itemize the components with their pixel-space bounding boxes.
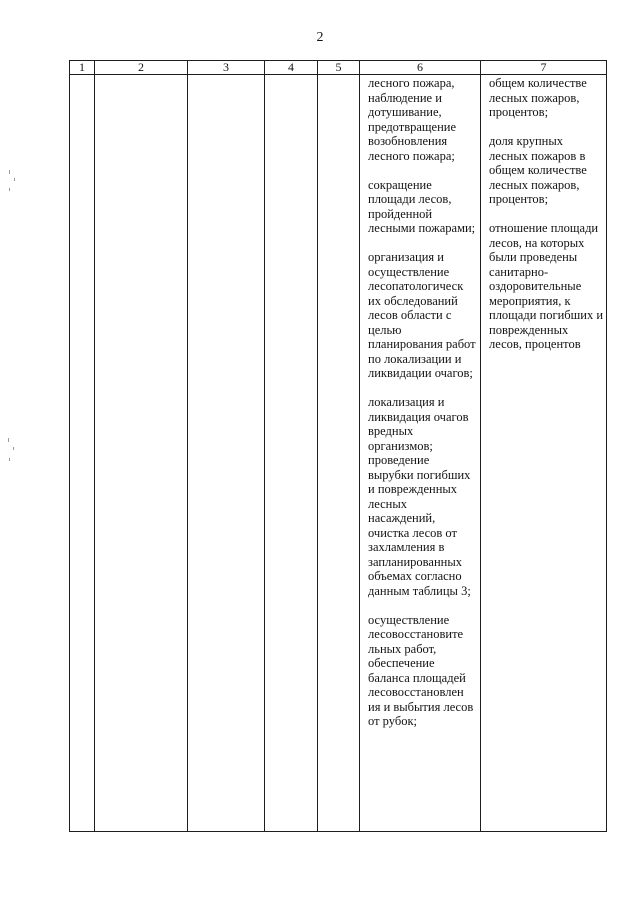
measures-text: лесного пожара, наблюдение и дотушивание, предотвращение возобновления лесного пожара; сокращение площади лесов, пройденной лесными пожарами; организация и осуществление лесопатологическ их обследований лесов области с целью планирования работ по локализации и ликвидации очагов; локализация и ликвидация очагов вредных организмов; проведение вырубки погибших и поврежденных лесных насаждений, очистка лесов от захламления в запланированных объемах согласно данным таблицы 3; осуществление лесовосстановите льных работ, обеспечение баланса площадей лесовосстановлен ия и выбытия лесов от рубок; bbox=[368, 76, 476, 728]
document-table bbox=[69, 60, 607, 832]
column-header-7: 7 bbox=[481, 61, 607, 75]
scan-mark bbox=[9, 458, 10, 461]
cell-col-4 bbox=[265, 75, 318, 832]
scan-mark bbox=[13, 447, 14, 450]
cell-col-3 bbox=[188, 75, 265, 832]
cell-col-2 bbox=[95, 75, 188, 832]
cell-col-5 bbox=[318, 75, 360, 832]
cell-col-7 bbox=[481, 75, 607, 832]
cell-col-1 bbox=[70, 75, 95, 832]
column-header-5: 5 bbox=[318, 61, 360, 75]
column-header-2: 2 bbox=[95, 61, 188, 75]
column-header-3: 3 bbox=[188, 61, 265, 75]
table-row bbox=[70, 75, 607, 832]
indicators-text: общем количестве лесных пожаров, процентов; доля крупных лесных пожаров в общем количестве лесных пожаров, процентов; отношение площади лесов, на которых были проведены санитарно- оздоровительные мероприятия, к площади погибших и поврежденных лесов, процентов bbox=[489, 76, 604, 351]
scan-mark bbox=[9, 188, 10, 191]
column-header-6: 6 bbox=[360, 61, 481, 75]
scan-mark bbox=[9, 170, 10, 174]
cell-col-6 bbox=[360, 75, 481, 832]
scan-mark bbox=[14, 178, 15, 181]
table-header-row bbox=[70, 61, 607, 75]
page-number: 2 bbox=[316, 30, 324, 45]
column-header-4: 4 bbox=[265, 61, 318, 75]
column-header-1: 1 bbox=[70, 61, 95, 75]
scan-mark bbox=[8, 438, 9, 442]
